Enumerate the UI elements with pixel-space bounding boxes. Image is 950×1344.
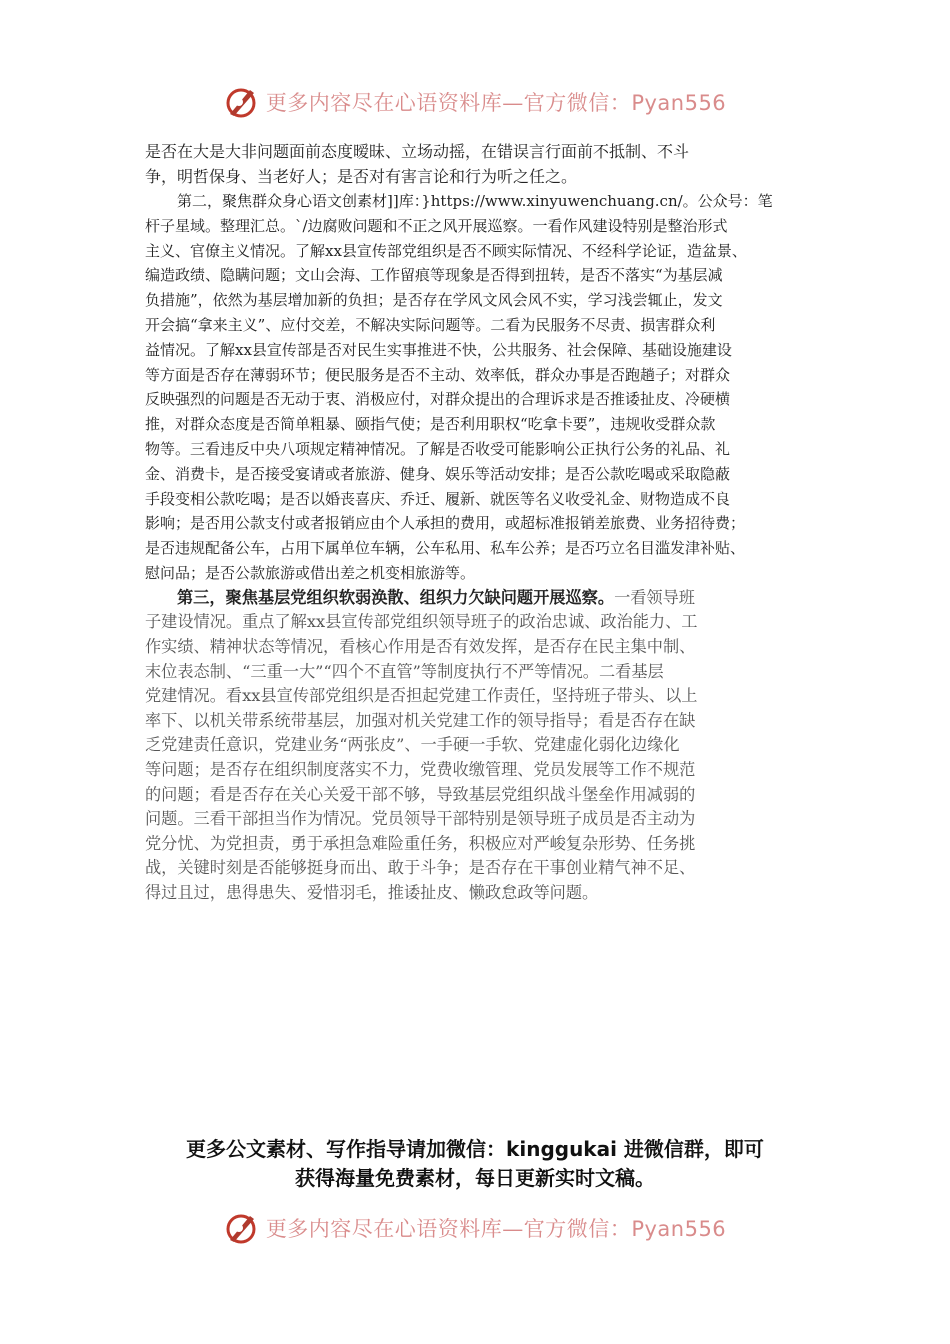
promo-line-1: 更多公文素材、写作指导请加微信：kinggukai 进微信群，即可 [186,1137,764,1161]
text-line: 反映强烈的问题是否无动于衷、消极应付，对群众提出的合理诉求是否推诿扯皮、冷硬横 [145,390,731,409]
text-line: 等问题；是否存在组织制度落实不力，党费收缴管理、党员发展等工作不规范 [145,759,696,779]
document-body [145,140,815,905]
brush-logo-icon [224,84,260,120]
text-line: 的问题；看是否存在关心关爱干部不够，导致基层党组织战斗堡垒作用减弱的 [145,784,696,804]
text-run: 一看领导班 [614,587,695,607]
header-banner [0,80,950,124]
paragraph-3 [145,586,815,906]
brush-logo-icon [224,1210,260,1246]
paragraph-1 [145,140,815,189]
text-line: 负措施”，依然为基层增加新的负担；是否存在学风文风会风不实，学习浅尝辄止，发文 [145,291,723,310]
text-line: 金、消费卡，是否接受宴请或者旅游、健身、娱乐等活动安排；是否公款吃喝或采取隐蔽 [145,464,731,483]
text-line [145,586,815,611]
text-line: 第二，聚焦群众身心语文创素材]]库：}https://www.xinyuwenchuang.cn/。公众号：笔 [177,192,773,210]
text-line: 等方面是否存在薄弱环节；便民服务是否不主动、效率低，群众办事是否跑趟子；对群众 [145,365,731,384]
text-line: 率下、以机关带系统带基层，加强对机关党建工作的领导指导；看是否存在缺 [145,710,696,730]
text-line: 编造政绩、隐瞒问题；文山会海、工作留痕等现象是否得到扭转，是否不落实“为基层减 [145,266,723,285]
text-line: 手段变相公款吃喝；是否以婚丧喜庆、乔迁、履新、就医等名义收受礼金、财物造成不良 [145,489,731,508]
promo-line-2: 获得海量免费素材，每日更新实时文稿。 [295,1166,655,1190]
promo-block [130,1135,820,1193]
text-line: 影响；是否用公款支付或者报销应由个人承担的费用，或超标准报销差旅费、业务招待费； [145,514,746,533]
text-line: 物等。三看违反中央八项规定精神情况。了解是否收受可能影响公正执行公务的礼品、礼 [145,439,731,458]
header-banner-text: 更多内容尽在心语资料库—官方微信：Pyan556 [265,91,727,115]
text-line: 得过且过，患得患失、爱惜羽毛，推诿扯皮、懒政怠政等问题。 [145,882,599,902]
text-line: 争，明哲保身、当老好人；是否对有害言论和行为听之任之。 [145,166,578,186]
text-line: 乏党建责任意识，党建业务“两张皮”、一手硬一手软、党建虚化弱化边缘化 [145,735,680,755]
text-line: 问题。三看干部担当作为情况。党员领导干部特别是领导班子成员是否主动为 [145,809,696,829]
text-line: 是否在大是大非问题面前态度暧昧、立场动摇，在错误言行面前不抵制、不斗 [145,142,690,161]
text-line: 是否违规配备公车，占用下属单位车辆，公车私用、私车公养；是否巧立名目滥发津补贴、 [145,539,746,558]
text-line: 益情况。了解xx县宣传部是否对民生实事推进不快，公共服务、社会保障、基础设施建设 [145,340,732,359]
text-line: 党建情况。看xx县宣传部党组织是否担起党建工作责任，坚持班子带头、以上 [145,686,698,706]
text-line: 推，对群众态度是否简单粗暴、颐指气使；是否利用职权“吃拿卡要”，违规收受群众款 [145,415,716,434]
text-line: 作实绩、精神状态等情况，看核心作用是否有效发挥，是否存在民主集中制、 [145,636,696,656]
text-line: 战，关键时刻是否能够挺身而出、敢于斗争；是否存在干事创业精气神不足、 [145,858,696,878]
text-line: 开会搞“拿来主义”、应付交差，不解决实际问题等。二看为民服务不尽责、损害群众利 [145,315,716,334]
footer-banner-text: 更多内容尽在心语资料库—官方微信：Pyan556 [265,1217,727,1241]
text-line: 党分忧、为党担责，勇于承担急难险重任务，积极应对严峻复杂形势、任务挑 [145,833,696,853]
text-line: 末位表态制、“三重一大”“四个不直管”等制度执行不严等情况。二看基层 [145,661,664,681]
text-line: 子建设情况。重点了解xx县宣传部党组织领导班子的政治忠诚、政治能力、工 [145,612,698,632]
text-line: 杆子星域。整理汇总。`/边腐败问题和不正之风开展巡察。一看作风建设特别是整治形式 [145,216,728,235]
section-heading: 第三，聚焦基层党组织软弱涣散、组织力欠缺问题开展巡察。 [177,587,615,607]
paragraph-2 [145,189,815,586]
footer-banner [0,1206,950,1250]
text-line: 慰问品；是否公款旅游或借出差之机变相旅游等。 [145,563,476,582]
text-line: 主义、官僚主义情况。了解xx县宣传部党组织是否不顾实际情况、不经科学论证，造盆景、 [145,241,747,260]
